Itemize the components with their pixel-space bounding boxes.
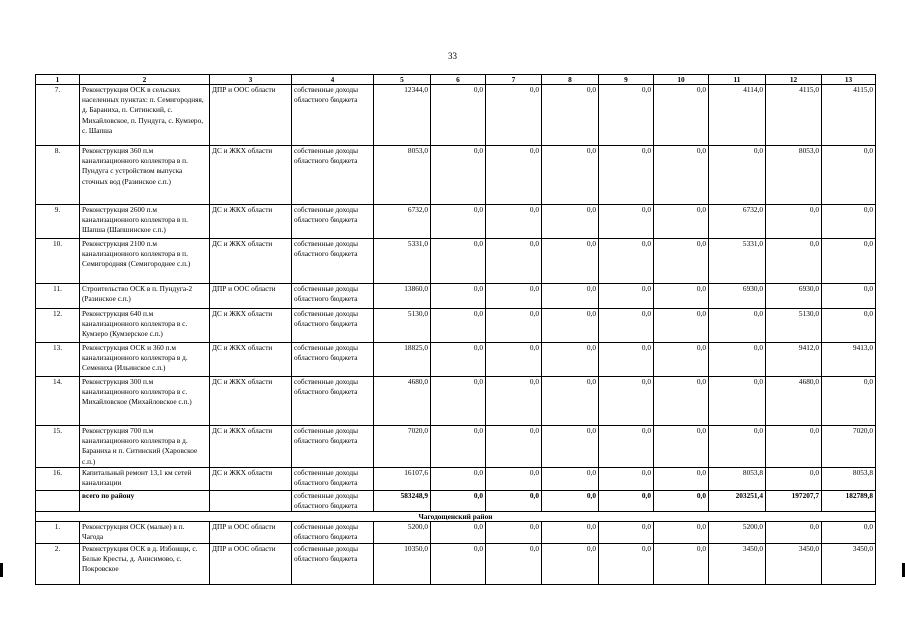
row-number: 8. (36, 146, 80, 205)
year-value: 0,0 (599, 239, 654, 284)
year-value: 4680,0 (766, 377, 822, 426)
row-number: 11. (36, 284, 80, 309)
funding-source: собственные доходы областного бюджета (292, 146, 374, 205)
responsible-org: ДПР и ООС области (210, 284, 292, 309)
table-row (36, 543, 876, 584)
header-cell: 8 (542, 75, 599, 85)
year-value: 0,0 (654, 309, 709, 343)
project-name: Реконструкция 360 п.м канализационного коллектора в п. Пундуга с устройством выпуска сточных вод (Разинское с.п.) (80, 146, 210, 205)
year-value: 0,0 (822, 146, 876, 205)
year-value: 7020,0 (822, 426, 876, 468)
year-value: 0,0 (486, 85, 542, 146)
year-value: 4115,0 (822, 85, 876, 146)
row-number (36, 490, 80, 511)
year-value: 3450,0 (766, 543, 822, 584)
year-value: 6930,0 (709, 284, 766, 309)
year-value: 0,0 (542, 309, 599, 343)
year-value: 0,0 (431, 239, 486, 284)
responsible-org (210, 490, 292, 511)
header-cell: 6 (431, 75, 486, 85)
year-value: 0,0 (431, 309, 486, 343)
total-value: 12344,0 (374, 85, 431, 146)
funding-source: собственные доходы областного бюджета (292, 490, 374, 511)
year-value: 0,0 (486, 490, 542, 511)
year-value: 0,0 (486, 146, 542, 205)
project-name: Реконструкция 300 п.м канализационного коллектора в с. Михайловское (Михайловское с.п.) (80, 377, 210, 426)
funding-source: собственные доходы областного бюджета (292, 205, 374, 239)
year-value: 0,0 (709, 377, 766, 426)
left-edge-mark (0, 563, 3, 577)
header-cell: 12 (766, 75, 822, 85)
year-value: 197207,7 (766, 490, 822, 511)
table-row (36, 377, 876, 426)
year-value: 5200,0 (709, 522, 766, 543)
header-cell: 2 (80, 75, 210, 85)
year-value: 0,0 (766, 205, 822, 239)
responsible-org: ДС и ЖКХ области (210, 146, 292, 205)
table-row (36, 343, 876, 377)
year-value: 0,0 (431, 426, 486, 468)
year-value: 0,0 (822, 309, 876, 343)
year-value: 8053,8 (822, 467, 876, 490)
header-cell: 1 (36, 75, 80, 85)
header-cell: 3 (210, 75, 292, 85)
responsible-org: ДС и ЖКХ области (210, 426, 292, 468)
row-number: 15. (36, 426, 80, 468)
year-value: 9413,0 (822, 343, 876, 377)
year-value: 0,0 (654, 426, 709, 468)
year-value: 0,0 (431, 522, 486, 543)
funding-source: собственные доходы областного бюджета (292, 467, 374, 490)
row-number: 16. (36, 467, 80, 490)
total-value: 8053,0 (374, 146, 431, 205)
year-value: 0,0 (654, 490, 709, 511)
year-value: 0,0 (654, 377, 709, 426)
year-value: 0,0 (486, 284, 542, 309)
year-value: 3450,0 (709, 543, 766, 584)
responsible-org: ДС и ЖКХ области (210, 343, 292, 377)
table-row (36, 426, 876, 468)
year-value: 0,0 (542, 522, 599, 543)
total-value: 16107,6 (374, 467, 431, 490)
year-value: 0,0 (654, 343, 709, 377)
year-value: 0,0 (431, 205, 486, 239)
year-value: 0,0 (709, 309, 766, 343)
responsible-org: ДПР и ООС области (210, 522, 292, 543)
year-value: 0,0 (599, 522, 654, 543)
funding-source: собственные доходы областного бюджета (292, 284, 374, 309)
year-value: 0,0 (542, 284, 599, 309)
table-row (36, 239, 876, 284)
header-cell: 5 (374, 75, 431, 85)
year-value: 0,0 (709, 146, 766, 205)
table-row (36, 522, 876, 543)
total-value: 6732,0 (374, 205, 431, 239)
year-value: 0,0 (654, 146, 709, 205)
total-value: 5200,0 (374, 522, 431, 543)
total-value: 4680,0 (374, 377, 431, 426)
year-value: 0,0 (599, 543, 654, 584)
funding-source: собственные доходы областного бюджета (292, 343, 374, 377)
project-name: Реконструкция ОСК и 360 п.м канализационного коллектора в д. Семениха (Ильинское с.п.) (80, 343, 210, 377)
year-value: 0,0 (486, 239, 542, 284)
year-value: 0,0 (766, 239, 822, 284)
year-value: 0,0 (599, 467, 654, 490)
year-value: 5331,0 (709, 239, 766, 284)
project-name: Реконструкция 2100 п.м канализационного коллектора в п. Семигородняя (Семигороднее с.п.) (80, 239, 210, 284)
project-name: всего по району (80, 490, 210, 511)
year-value: 0,0 (599, 85, 654, 146)
project-name: Реконструкция ОСК (малые) в п. Чагода (80, 522, 210, 543)
year-value: 0,0 (542, 146, 599, 205)
total-row (36, 490, 876, 511)
table-row (36, 146, 876, 205)
table-row (36, 309, 876, 343)
year-value: 0,0 (542, 426, 599, 468)
responsible-org: ДС и ЖКХ области (210, 205, 292, 239)
year-value: 0,0 (542, 239, 599, 284)
total-value: 10350,0 (374, 543, 431, 584)
year-value: 0,0 (654, 467, 709, 490)
funding-source: собственные доходы областного бюджета (292, 522, 374, 543)
table-row (36, 467, 876, 490)
table-row (36, 284, 876, 309)
year-value: 0,0 (486, 377, 542, 426)
section-title: Чагодощенский район (36, 512, 876, 522)
year-value: 3450,0 (822, 543, 876, 584)
year-value: 0,0 (654, 522, 709, 543)
project-name: Реконструкция ОСК в сельских населенных пунктах: п. Семигородняя, д. Бараниха, п. Ситинский, с. Михайловское, п. Пундуга, с. Кумзеро, с. Шапша (80, 85, 210, 146)
row-number: 14. (36, 377, 80, 426)
page-number: 33 (448, 51, 457, 61)
year-value: 0,0 (599, 490, 654, 511)
project-name: Реконструкция 640 п.м канализационного коллектора в с. Кумзеро (Кумзерское с.п.) (80, 309, 210, 343)
row-number: 7. (36, 85, 80, 146)
header-row (36, 75, 876, 85)
year-value: 0,0 (486, 343, 542, 377)
funding-source: собственные доходы областного бюджета (292, 85, 374, 146)
row-number: 13. (36, 343, 80, 377)
row-number: 1. (36, 522, 80, 543)
header-cell: 11 (709, 75, 766, 85)
total-value: 5130,0 (374, 309, 431, 343)
year-value: 0,0 (766, 522, 822, 543)
funding-source: собственные доходы областного бюджета (292, 239, 374, 284)
year-value: 0,0 (431, 543, 486, 584)
year-value: 0,0 (654, 85, 709, 146)
year-value: 0,0 (766, 426, 822, 468)
year-value: 0,0 (486, 522, 542, 543)
year-value: 0,0 (431, 467, 486, 490)
year-value: 6732,0 (709, 205, 766, 239)
year-value: 0,0 (599, 284, 654, 309)
year-value: 0,0 (599, 309, 654, 343)
year-value: 0,0 (599, 377, 654, 426)
total-value: 5331,0 (374, 239, 431, 284)
year-value: 5130,0 (766, 309, 822, 343)
responsible-org: ДС и ЖКХ области (210, 467, 292, 490)
year-value: 0,0 (822, 284, 876, 309)
project-name: Реконструкция 2600 п.м канализационного коллектора в п. Шапша (Шапшинское с.п.) (80, 205, 210, 239)
project-name: Капитальный ремонт 13,1 км сетей канализации (80, 467, 210, 490)
year-value: 0,0 (599, 426, 654, 468)
responsible-org: ДС и ЖКХ области (210, 239, 292, 284)
year-value: 0,0 (654, 205, 709, 239)
year-value: 8053,8 (709, 467, 766, 490)
funding-source: собственные доходы областного бюджета (292, 377, 374, 426)
year-value: 4115,0 (766, 85, 822, 146)
funding-source: собственные доходы областного бюджета (292, 543, 374, 584)
year-value: 6930,0 (766, 284, 822, 309)
year-value: 4114,0 (709, 85, 766, 146)
funding-source: собственные доходы областного бюджета (292, 309, 374, 343)
year-value: 0,0 (766, 467, 822, 490)
total-value: 583248,9 (374, 490, 431, 511)
year-value: 0,0 (486, 467, 542, 490)
responsible-org: ДПР и ООС области (210, 543, 292, 584)
year-value: 0,0 (542, 543, 599, 584)
section-row (36, 512, 876, 522)
year-value: 0,0 (431, 284, 486, 309)
year-value: 0,0 (431, 490, 486, 511)
responsible-org: ДС и ЖКХ области (210, 377, 292, 426)
responsible-org: ДС и ЖКХ области (210, 309, 292, 343)
year-value: 0,0 (822, 522, 876, 543)
row-number: 12. (36, 309, 80, 343)
year-value: 0,0 (654, 239, 709, 284)
year-value: 9412,0 (766, 343, 822, 377)
year-value: 0,0 (542, 85, 599, 146)
project-name: Реконструкция 700 п.м канализационного коллектора в д. Бараниха и п. Ситинский (Харовское с.п.) (80, 426, 210, 468)
budget-table (35, 74, 876, 585)
header-cell: 9 (599, 75, 654, 85)
row-number: 10. (36, 239, 80, 284)
project-name: Реконструкция ОСК в д. Избоищи, с. Белые Кресты, д. Анисимово, с. Покровское (80, 543, 210, 584)
row-number: 2. (36, 543, 80, 584)
year-value: 0,0 (431, 377, 486, 426)
year-value: 0,0 (599, 205, 654, 239)
year-value: 0,0 (486, 543, 542, 584)
year-value: 0,0 (542, 205, 599, 239)
total-value: 13860,0 (374, 284, 431, 309)
total-value: 7020,0 (374, 426, 431, 468)
header-cell: 13 (822, 75, 876, 85)
responsible-org: ДПР и ООС области (210, 85, 292, 146)
header-cell: 4 (292, 75, 374, 85)
year-value: 0,0 (822, 239, 876, 284)
total-value: 18825,0 (374, 343, 431, 377)
table-row (36, 85, 876, 146)
year-value: 0,0 (542, 377, 599, 426)
year-value: 0,0 (486, 205, 542, 239)
year-value: 0,0 (431, 146, 486, 205)
header-cell: 7 (486, 75, 542, 85)
header-cell: 10 (654, 75, 709, 85)
year-value: 0,0 (431, 85, 486, 146)
table-row (36, 205, 876, 239)
year-value: 0,0 (709, 426, 766, 468)
year-value: 0,0 (431, 343, 486, 377)
project-name: Строительство ОСК в п. Пундуга-2 (Разинское с.п.) (80, 284, 210, 309)
funding-source: собственные доходы областного бюджета (292, 426, 374, 468)
year-value: 0,0 (654, 284, 709, 309)
year-value: 203251,4 (709, 490, 766, 511)
year-value: 0,0 (709, 343, 766, 377)
year-value: 0,0 (654, 543, 709, 584)
row-number: 9. (36, 205, 80, 239)
year-value: 0,0 (542, 490, 599, 511)
year-value: 0,0 (486, 309, 542, 343)
year-value: 0,0 (599, 146, 654, 205)
year-value: 0,0 (486, 426, 542, 468)
year-value: 0,0 (822, 205, 876, 239)
year-value: 8053,0 (766, 146, 822, 205)
year-value: 0,0 (542, 343, 599, 377)
year-value: 0,0 (599, 343, 654, 377)
year-value: 0,0 (822, 377, 876, 426)
year-value: 182789,8 (822, 490, 876, 511)
year-value: 0,0 (542, 467, 599, 490)
